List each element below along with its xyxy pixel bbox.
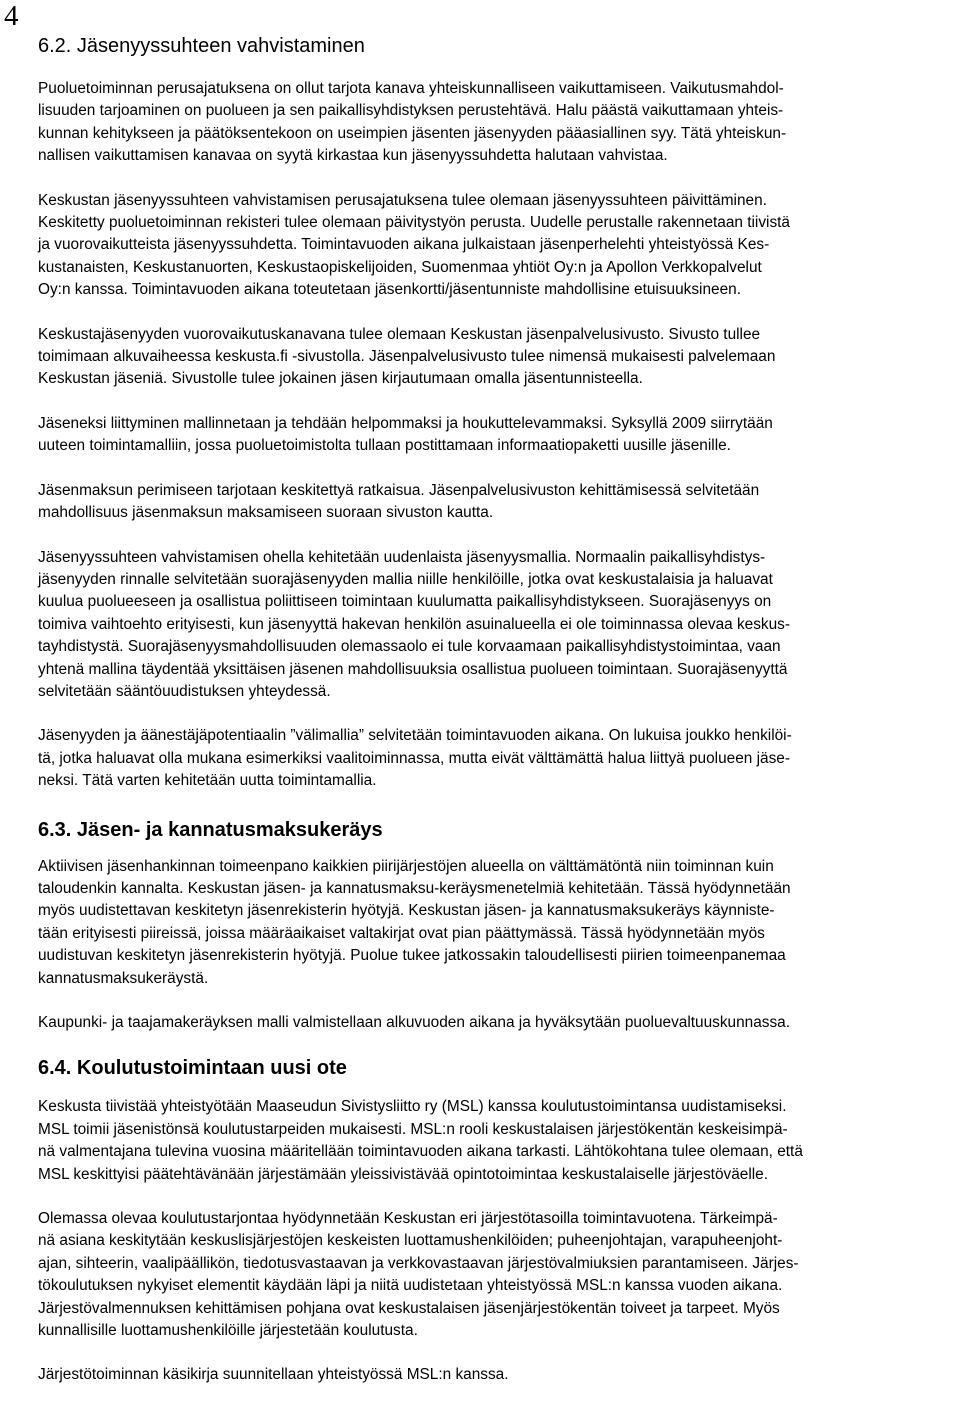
document-body: [38, 34, 956, 1387]
paragraph: Järjestötoiminnan käsikirja suunnitellaan yhteistyössä MSL:n kanssa.: [38, 1366, 509, 1384]
paragraph: Jäsenmaksun perimiseen tarjotaan keskitettyä ratkaisua. Jäsenpalvelusivuston kehittämisessä selvitetään mahdollisuus jäsenmaksun maksamiseen suoraan sivuston kautta.: [38, 481, 760, 522]
paragraph: Keskustajäsenyyden vuorovaikutuskanavana tulee olemaan Keskustan jäsenpalvelusivusto. Sivusto tullee toimimaan alkuvaiheessa keskusta.fi -sivustolla. Jäsenpalvelusivusto tulee nimensä mukaisesti palvelemaan Keskustan jäseniä. Sivustolle tulee jokainen jäsen kirjautumaan omalla jäsentunnisteella.: [38, 325, 776, 388]
section-6-2: [38, 34, 956, 793]
section-heading: 6.3. Jäsen- ja kannatusmaksukeräys: [38, 818, 383, 841]
paragraph: Kaupunki- ja taajamakeräyksen malli valmistellaan alkuvuoden aikana ja hyväksytään puoluevaltuuskunnassa.: [38, 1014, 791, 1031]
section-6-4: [38, 1056, 956, 1386]
paragraph: Keskusta tiivistää yhteistyötään Maaseudun Sivistysliitto ry (MSL) kanssa koulutustoimintansa uudistamiseksi. MSL toimii jäsenistönsä koulutustarpeiden mukaisesti. MSL:n rooli keskustalaisen järjestökentän keskeisimpä- nä valmentajana tulevina vuosina määritellään toimintavuoden aikana tarkasti. Lähtökohtana tulee olemaan, että MSL keskittyisi päätehtävänään järjestämään yleissivistävää opintotoimintaa keskustalaiselle järjestöväelle.: [38, 1098, 803, 1183]
section-heading: 6.2. Jäsenyyssuhteen vahvistaminen: [38, 35, 365, 57]
paragraph: Jäsenyyden ja äänestäjäpotentiaalin ”välimallia” selvitetään toimintavuoden aikana. On lukuisa joukko henkilöi- tä, jotka haluavat olla mukana esimerkiksi vaalitoiminnassa, mutta eivät välttämättä halua liittyä puolueen jäse- neksi. Tätä varten kehitetään uutta toimintamallia.: [38, 727, 792, 790]
paragraph: Jäsenyyssuhteen vahvistamisen ohella kehitetään uudenlaista jäsenyysmallia. Normaalin paikallisyhdistys- jäsenyyden rinnalle selvitetään suorajäsenyyden mallia niille henkilöille, jotka ovat keskustalaisia ja haluavat kuulua puolueeseen ja osallistua poliittiseen toimintaan kuulumatta paikallisyhdistykseen. Suorajäsenyys on toimiva vaihtoehto erityisesti, kun jäsenyyttä hakevan henkilön asuinalueella ei ole toiminnassa olevaa keskus- tayhdistystä. Suorajäsenyysmahdollisuuden olemassaolo ei tule korvaamaan paikallisyhdistystoimintaa, vaan yhtenä mallina täydentää yksittäisen jäsenen mahdollisuuksia osallistua puolueen toimintaan. Suorajäsenyyttä selvitetään sääntöuudistuksen yhteydessä.: [38, 548, 790, 700]
section-heading: 6.4. Koulutustoimintaan uusi ote: [38, 1057, 347, 1080]
paragraph: Puoluetoiminnan perusajatuksena on ollut tarjota kanava yhteiskunnalliseen vaikuttamiseen. Vaikutusmahdol- lisuuden tarjoaminen on puolueen ja sen paikallisyhdistyksen perustehtävä. Halu päästä vaikuttamaan yhteis- kunnan kehitykseen ja päätöksentekoon on useimpien jäsenten jäsenyyden pääasiallinen syy. Tätä yhteiskun- nallisen vaikuttamisen kanavaa on syytä kirkastaa kun jäsenyyssuhdetta halutaan vahvistaa.: [38, 80, 787, 165]
page-number: 4: [4, 0, 19, 32]
section-6-3: [38, 818, 956, 1035]
paragraph: Keskustan jäsenyyssuhteen vahvistamisen perusajatuksena tulee olemaan jäsenyyssuhteen päivittäminen. Keskitetty puoluetoiminnan rekisteri tulee olemaan päivitystyön perusta. Uudelle perustalle rakennetaan tiivistä ja vuorovaikutteista jäsenyyssuhdetta. Toimintavuoden aikana julkaistaan jäsenperhelehti yhteistyössä Kes- kustanaisten, Keskustanuorten, Keskustaopiskelijoiden, Suomenmaa yhtiöt Oy:n ja Apollon Verkkopalvelut Oy:n kanssa. Toimintavuoden aikana toteutetaan jäsenkortti/jäsentunniste mahdollisine etuisuuksineen.: [38, 191, 790, 299]
paragraph: Olemassa olevaa koulutustarjontaa hyödynnetään Keskustan eri järjestötasoilla toimintavuotena. Tärkeimpä- nä asiana keskitytään keskuslisjärjestöjen keskeisten luottamushenkilöiden; puheenjohtajan, varapuheenjoht- ajan, sihteerin, vaalipäällikön, tiedotusvastaavan ja verkkovastaavan järjestövalmiuksien parantamiseen. Järjes- tökoulutuksen nykyiset elementit käydään läpi ja niitä uudistetaan yhteistyössä MSL:n kanssa vuoden aikana. Järjestövalmennuksen kehittämisen pohjana ovat keskustalaisen jäsenjärjestökentän toiveet ja tarpeet. Myös kunnallisille luottamushenkilöille järjestetään koulutusta.: [38, 1210, 799, 1340]
paragraph: Aktiivisen jäsenhankinnan toimeenpano kaikkien piirijärjestöjen alueella on välttämätöntä niin toiminnan kuin taloudenkin kannalta. Keskustan jäsen- ja kannatusmaksu-keräysmenetelmiä kehitetään. Tässä hyödynnetään myös uudistettavan keskitetyn jäsenrekisterin hyötyjä. Keskustan jäsen- ja kannatusmaksukeräys käynniste- tään erityisesti piireissä, joissa määräaikaiset valtakirjat ovat pian päättymässä. Tässä hyödynnetään myös uudistuvan keskitetyn jäsenrekisterin hyötyjä. Puolue tukee jatkossakin taloudellisesti piirien toimeenpanemaa kannatusmaksukeräystä.: [38, 857, 791, 987]
paragraph: Jäseneksi liittyminen mallinnetaan ja tehdään helpommaksi ja houkuttelevammaksi. Syksyllä 2009 siirrytään uuteen toimintamalliin, jossa puoluetoimistolta tullaan postittamaan informaatiopaketti uusille jäsenille.: [38, 414, 773, 455]
